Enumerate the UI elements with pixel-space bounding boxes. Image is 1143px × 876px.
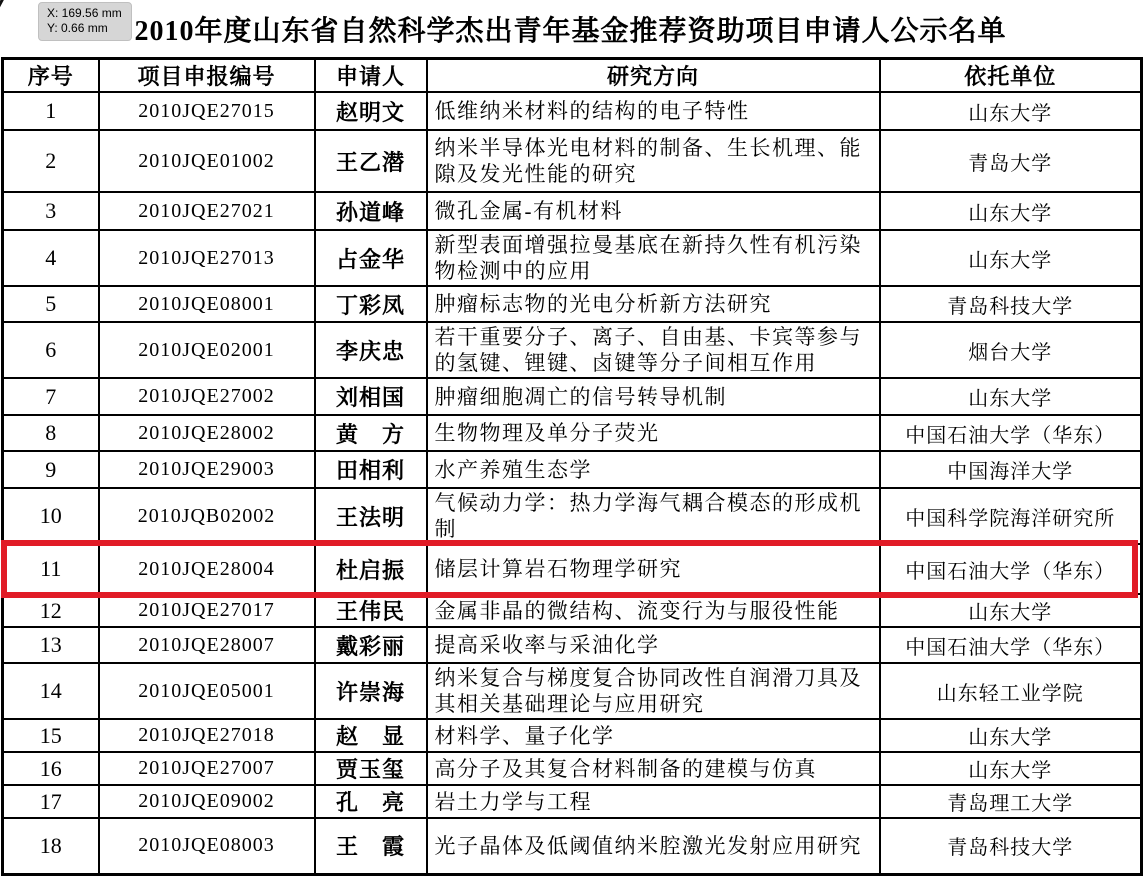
cell-applicant: 赵明文 [315, 92, 427, 130]
cell-research: 纳米半导体光电材料的制备、生长机理、能隙及发光性能的研究 [427, 130, 880, 192]
cell-applicant: 戴彩丽 [315, 627, 427, 663]
cell-institution: 山东大学 [880, 594, 1142, 627]
cell-institution: 中国石油大学（华东） [880, 627, 1142, 663]
cell-research: 光子晶体及低阈值纳米腔激光发射应用研究 [427, 818, 880, 874]
table-row [3, 230, 1142, 286]
cell-code: 2010JQE01002 [99, 130, 315, 192]
cell-applicant: 黄 方 [315, 415, 427, 451]
cell-code: 2010JQE05001 [99, 663, 315, 719]
cell-no: 18 [3, 818, 99, 874]
cell-no: 5 [3, 286, 99, 322]
cell-institution: 中国石油大学（华东） [880, 544, 1142, 594]
cell-research: 岩土力学与工程 [427, 785, 880, 818]
cell-code: 2010JQB02002 [99, 488, 315, 544]
cell-institution: 青岛科技大学 [880, 286, 1142, 322]
cell-research: 水产养殖生态学 [427, 451, 880, 488]
cell-research: 高分子及其复合材料制备的建模与仿真 [427, 752, 880, 785]
cell-institution: 山东大学 [880, 752, 1142, 785]
table-row [3, 192, 1142, 230]
cell-applicant: 王 霞 [315, 818, 427, 874]
table-header-row [3, 59, 1142, 93]
cell-code: 2010JQE27018 [99, 719, 315, 752]
cell-applicant: 杜启振 [315, 544, 427, 594]
table-row [3, 130, 1142, 192]
tooltip-y-value: Y: 0.66 mm [47, 21, 108, 35]
cell-code: 2010JQE27017 [99, 594, 315, 627]
column-header-0: 序号 [3, 59, 99, 93]
cell-research: 低维纳米材料的结构的电子特性 [427, 92, 880, 130]
page-title: 2010年度山东省自然科学杰出青年基金推荐资助项目申请人公示名单 [134, 16, 1007, 47]
cell-institution: 山东大学 [880, 378, 1142, 415]
applicants-table [1, 57, 1143, 876]
cell-code: 2010JQE28004 [99, 544, 315, 594]
table-row [3, 785, 1142, 818]
column-header-1: 项目申报编号 [99, 59, 315, 93]
column-header-2: 申请人 [315, 59, 427, 93]
cell-research: 微孔金属-有机材料 [427, 192, 880, 230]
cell-institution: 中国科学院海洋研究所 [880, 488, 1142, 544]
cell-research: 气候动力学：热力学海气耦合模态的形成机制 [427, 488, 880, 544]
cell-no: 2 [3, 130, 99, 192]
cell-no: 17 [3, 785, 99, 818]
cell-research: 生物物理及单分子荧光 [427, 415, 880, 451]
table-row [3, 594, 1142, 627]
cell-institution: 青岛大学 [880, 130, 1142, 192]
column-header-3: 研究方向 [427, 59, 880, 93]
cell-no: 16 [3, 752, 99, 785]
cell-no: 14 [3, 663, 99, 719]
cell-code: 2010JQE27013 [99, 230, 315, 286]
cell-no: 7 [3, 378, 99, 415]
table-row [3, 451, 1142, 488]
cell-research: 储层计算岩石物理学研究 [427, 544, 880, 594]
cell-applicant: 李庆忠 [315, 322, 427, 378]
cell-institution: 山东大学 [880, 230, 1142, 286]
table-row [3, 719, 1142, 752]
table-row [3, 544, 1142, 594]
cell-no: 11 [3, 544, 99, 594]
column-header-4: 依托单位 [880, 59, 1142, 93]
cell-research: 材料学、量子化学 [427, 719, 880, 752]
cell-no: 3 [3, 192, 99, 230]
cell-applicant: 孔 亮 [315, 785, 427, 818]
cell-institution: 青岛科技大学 [880, 818, 1142, 874]
cell-applicant: 王乙潜 [315, 130, 427, 192]
cell-code: 2010JQE27002 [99, 378, 315, 415]
cell-code: 2010JQE27021 [99, 192, 315, 230]
cell-no: 6 [3, 322, 99, 378]
cell-institution: 山东轻工业学院 [880, 663, 1142, 719]
cell-applicant: 田相利 [315, 451, 427, 488]
tooltip-x-value: X: 169.56 mm [47, 6, 122, 20]
table-row [3, 752, 1142, 785]
table-row [3, 286, 1142, 322]
cell-applicant: 王法明 [315, 488, 427, 544]
cell-institution: 山东大学 [880, 92, 1142, 130]
cell-no: 8 [3, 415, 99, 451]
cell-code: 2010JQE02001 [99, 322, 315, 378]
cell-institution: 中国石油大学（华东） [880, 415, 1142, 451]
cell-code: 2010JQE09002 [99, 785, 315, 818]
table-row [3, 415, 1142, 451]
cell-institution: 烟台大学 [880, 322, 1142, 378]
cell-applicant: 赵 显 [315, 719, 427, 752]
cell-code: 2010JQE28002 [99, 415, 315, 451]
cell-research: 若干重要分子、离子、自由基、卡宾等参与的氢键、锂键、卤键等分子间相互作用 [427, 322, 880, 378]
cell-applicant: 占金华 [315, 230, 427, 286]
cell-applicant: 丁彩凤 [315, 286, 427, 322]
cell-research: 纳米复合与梯度复合协同改性自润滑刀具及其相关基础理论与应用研究 [427, 663, 880, 719]
cell-applicant: 刘相国 [315, 378, 427, 415]
cell-code: 2010JQE27007 [99, 752, 315, 785]
table-row [3, 627, 1142, 663]
cell-no: 13 [3, 627, 99, 663]
table-row [3, 663, 1142, 719]
cell-code: 2010JQE08001 [99, 286, 315, 322]
cell-applicant: 王伟民 [315, 594, 427, 627]
cell-research: 金属非晶的微结构、流变行为与服役性能 [427, 594, 880, 627]
cell-research: 肿瘤标志物的光电分析新方法研究 [427, 286, 880, 322]
table-row [3, 322, 1142, 378]
cell-no: 4 [3, 230, 99, 286]
table-row [3, 378, 1142, 415]
cell-institution: 中国海洋大学 [880, 451, 1142, 488]
table-row [3, 488, 1142, 544]
cell-applicant: 贾玉玺 [315, 752, 427, 785]
cell-no: 1 [3, 92, 99, 130]
cell-institution: 山东大学 [880, 192, 1142, 230]
cell-no: 12 [3, 594, 99, 627]
cell-code: 2010JQE08003 [99, 818, 315, 874]
cell-institution: 山东大学 [880, 719, 1142, 752]
cell-code: 2010JQE29003 [99, 451, 315, 488]
cell-applicant: 许崇海 [315, 663, 427, 719]
cell-applicant: 孙道峰 [315, 192, 427, 230]
cell-no: 10 [3, 488, 99, 544]
cell-research: 肿瘤细胞凋亡的信号转导机制 [427, 378, 880, 415]
table-row [3, 92, 1142, 130]
table-row [3, 818, 1142, 874]
cell-institution: 青岛理工大学 [880, 785, 1142, 818]
cell-research: 新型表面增强拉曼基底在新持久性有机污染物检测中的应用 [427, 230, 880, 286]
coordinate-tooltip [38, 2, 132, 41]
cell-research: 提高采收率与采油化学 [427, 627, 880, 663]
cell-no: 9 [3, 451, 99, 488]
cell-code: 2010JQE28007 [99, 627, 315, 663]
cell-no: 15 [3, 719, 99, 752]
cell-code: 2010JQE27015 [99, 92, 315, 130]
